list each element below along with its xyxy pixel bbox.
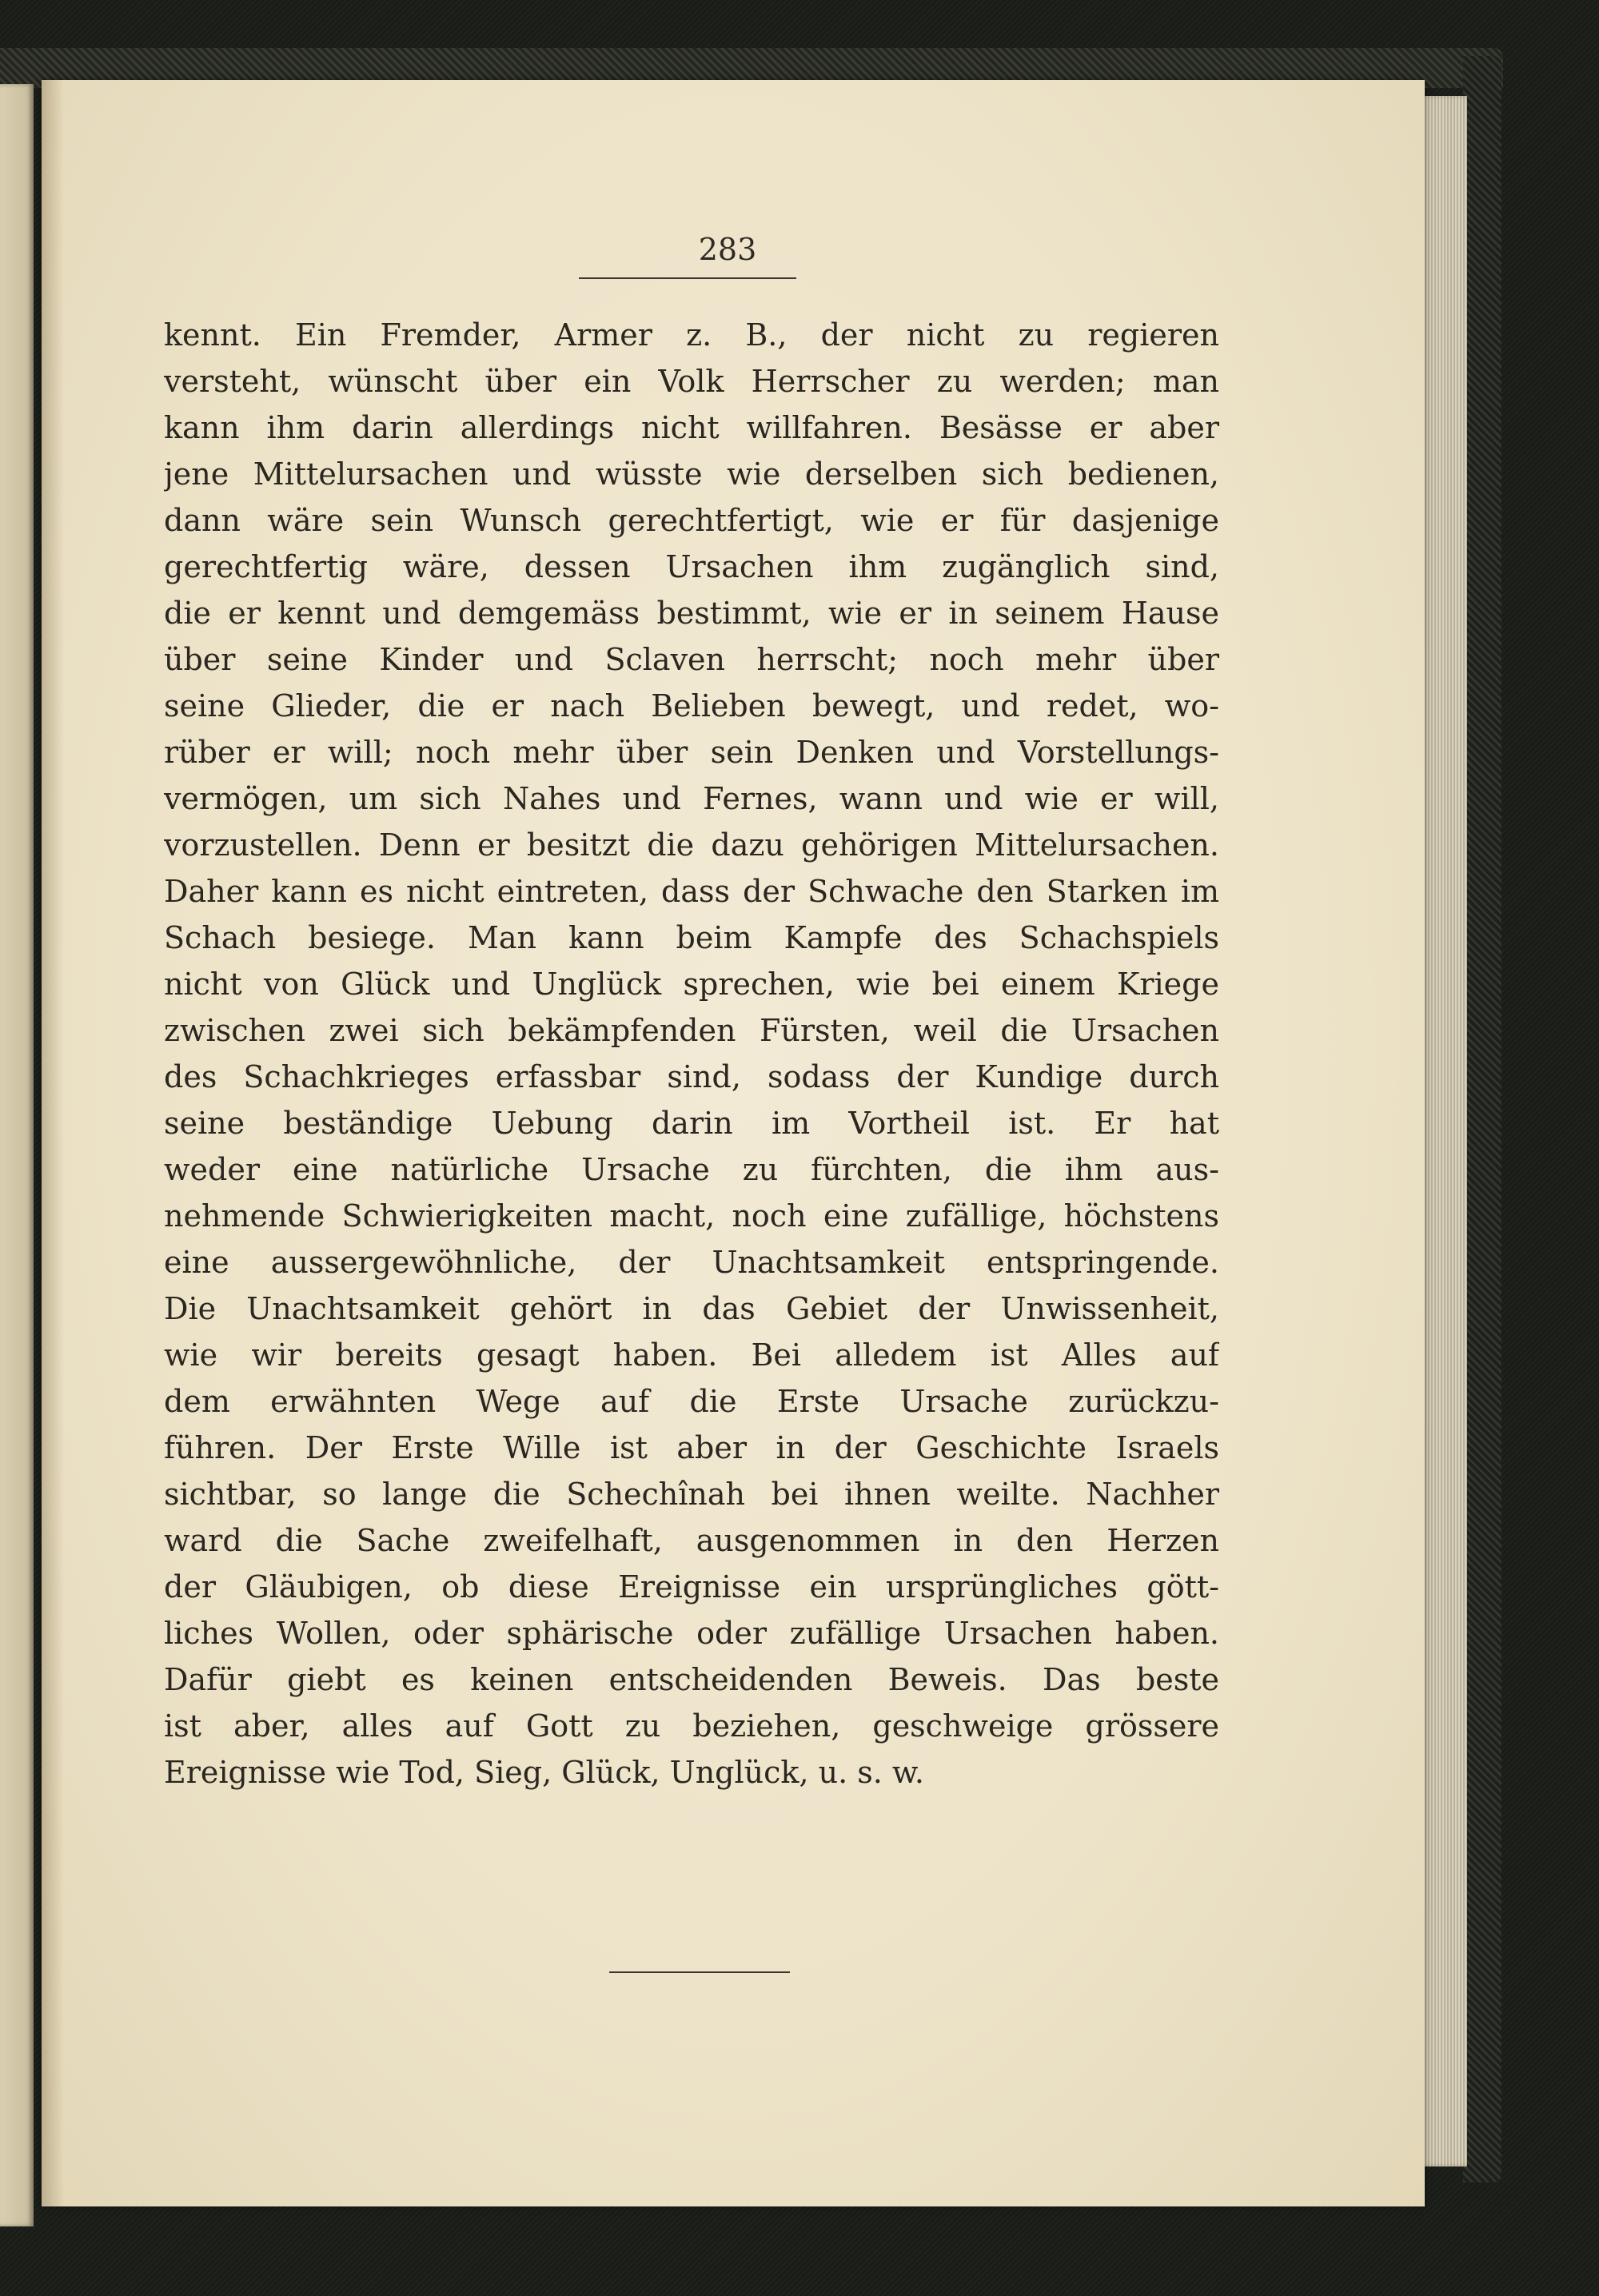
book-cover-right-edge: [1463, 56, 1501, 2182]
book-page: [42, 80, 1425, 2206]
text-line: Dafür giebt es keinen entscheidenden Beweis. Das beste: [164, 1662, 1219, 1697]
text-line: Die Unachtsamkeit gehört in das Gebiet der Unwissenheit,: [164, 1291, 1219, 1326]
text-line: gerechtfertig wäre, dessen Ursachen ihm zugänglich sind,: [164, 549, 1219, 584]
text-line: über seine Kinder und Sclaven herrscht; noch mehr über: [164, 642, 1219, 677]
text-line: die er kennt und demgemäss bestimmt, wie er in seinem Hause: [164, 596, 1219, 631]
text-line: ward die Sache zweifelhaft, ausgenommen in den Herzen: [164, 1523, 1219, 1558]
text-line: weder eine natürliche Ursache zu fürchten, die ihm aus-: [164, 1152, 1219, 1187]
text-line: seine Glieder, die er nach Belieben bewegt, und redet, wo-: [164, 688, 1219, 723]
text-line: kann ihm darin allerdings nicht willfahren. Besässe er aber: [164, 410, 1219, 445]
header-rule: [579, 277, 796, 279]
text-line: dem erwähnten Wege auf die Erste Ursache zurückzu-: [164, 1384, 1219, 1419]
page-number: 283: [698, 232, 757, 267]
text-line: nicht von Glück und Unglück sprechen, wie bei einem Kriege: [164, 967, 1219, 1002]
text-line: eine aussergewöhnliche, der Unachtsamkeit entspringende.: [164, 1245, 1219, 1280]
text-line: ist aber, alles auf Gott zu beziehen, geschweige grössere: [164, 1708, 1219, 1744]
text-line: kennt. Ein Fremder, Armer z. B., der nicht zu regieren: [164, 317, 1219, 353]
text-line: Daher kann es nicht eintreten, dass der Schwache den Starken im: [164, 874, 1219, 909]
text-line: vermögen, um sich Nahes und Fernes, wann und wie er will,: [164, 781, 1219, 816]
text-line: jene Mittelursachen und wüsste wie derselben sich bedienen,: [164, 456, 1219, 492]
text-line: führen. Der Erste Wille ist aber in der Geschichte Israels: [164, 1430, 1219, 1465]
text-line: seine beständige Uebung darin im Vortheil ist. Er hat: [164, 1106, 1219, 1141]
text-line: nehmende Schwierigkeiten macht, noch eine zufällige, höchstens: [164, 1198, 1219, 1234]
text-line: sichtbar, so lange die Schechînah bei ihnen weilte. Nachher: [164, 1477, 1219, 1512]
text-line: wie wir bereits gesagt haben. Bei alledem ist Alles auf: [164, 1337, 1219, 1373]
text-line: zwischen zwei sich bekämpfenden Fürsten, weil die Ursachen: [164, 1013, 1219, 1048]
text-line: Schach besiege. Man kann beim Kampfe des Schachspiels: [164, 920, 1219, 955]
text-line: rüber er will; noch mehr über sein Denken und Vorstellungs-: [164, 735, 1219, 770]
text-line: versteht, wünscht über ein Volk Herrscher zu werden; man: [164, 364, 1219, 399]
facing-page-edge: [0, 84, 34, 2226]
end-rule: [609, 1971, 790, 1973]
text-line: der Gläubigen, ob diese Ereignisse ein ursprüngliches gött-: [164, 1569, 1219, 1604]
text-line: vorzustellen. Denn er besitzt die dazu gehörigen Mittelursachen.: [164, 827, 1219, 863]
body-text: [164, 312, 1219, 1796]
text-line: liches Wollen, oder sphärische oder zufällige Ursachen haben.: [164, 1616, 1219, 1651]
text-line: dann wäre sein Wunsch gerechtfertigt, wie er für dasjenige: [164, 503, 1219, 538]
text-line: des Schachkrieges erfassbar sind, sodass der Kundige durch: [164, 1059, 1219, 1094]
text-line-last: Ereignisse wie Tod, Sieg, Glück, Unglück, u. s. w.: [164, 1755, 924, 1790]
